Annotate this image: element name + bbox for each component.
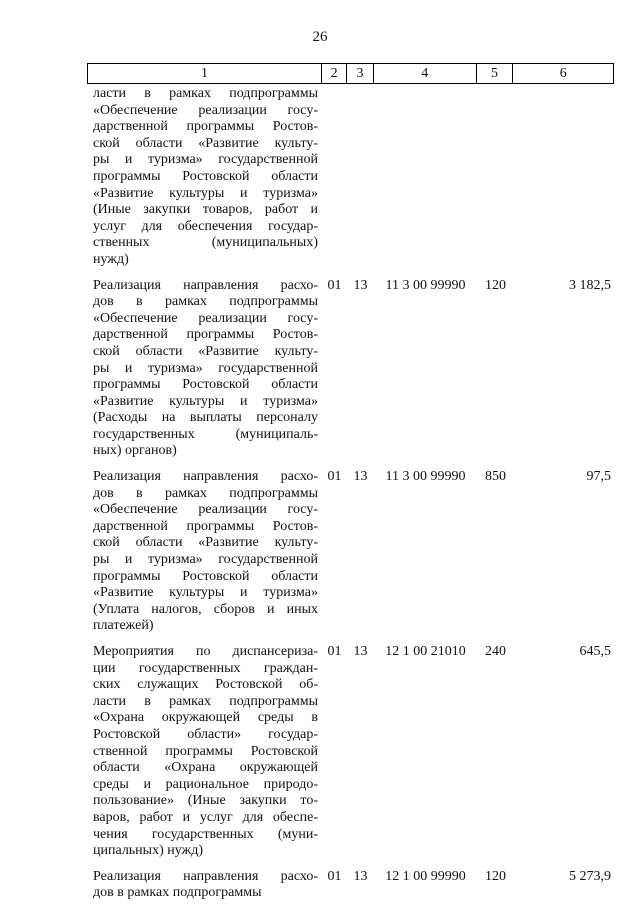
description-line: области «Охрана окружающей: [93, 760, 318, 776]
expense-type-code: 850: [485, 469, 506, 485]
table-row: [87, 644, 614, 860]
description-line: дов в рамках подпрограммы: [93, 294, 318, 310]
expense-type-code: 240: [485, 644, 506, 659]
description-line: Мероприятия по диспансериза-: [93, 644, 318, 659]
amount: 97,5: [586, 469, 611, 485]
description-line: «Обеспечение реализации госу-: [93, 310, 318, 326]
target-article-code: 12 1 00 99990: [385, 868, 466, 884]
description-line: дов в рамках подпрограммы: [93, 485, 318, 501]
description-line: Реализация направления расхо-: [93, 469, 318, 485]
description-line: ской области «Развитие культу-: [93, 535, 318, 551]
expense-type-code: 120: [485, 868, 506, 884]
description-line: нужд): [93, 251, 129, 267]
target-article-code: 11 3 00 99990: [385, 469, 466, 485]
description-line: «Обеспечение реализации госу-: [93, 502, 318, 518]
description-line: ры и туризма» государственной: [93, 360, 318, 376]
description-line: ласти в рамках подпрограммы: [93, 693, 318, 709]
description-line: ласти в рамках подпрограммы: [93, 86, 318, 101]
row-description: [93, 469, 318, 635]
description-line: программы Ростовской области: [93, 377, 318, 393]
description-line: Ростовской области» государ-: [93, 726, 318, 742]
description-line: чения государственных (муни-: [93, 826, 318, 842]
table-row: [87, 86, 614, 269]
subsection-code: 13: [353, 868, 368, 884]
row-description: [93, 278, 318, 461]
budget-table: [87, 63, 614, 902]
description-line: (Иные закупки товаров, работ и: [93, 202, 318, 218]
section-code: 01: [327, 868, 342, 884]
description-line: платежей): [93, 618, 154, 634]
section-code: 01: [327, 644, 342, 659]
description-line: услуг для обеспечения государ-: [93, 218, 318, 234]
header-col-6: 6: [559, 66, 567, 81]
description-line: варов, работ и услуг для обеспе-: [93, 809, 318, 825]
description-line: дов в рамках подпрограммы: [93, 885, 262, 901]
description-line: среды и рациональное природо-: [93, 776, 318, 792]
description-line: ции государственных граждан-: [93, 660, 318, 676]
description-line: пользование» (Иные закупки то-: [93, 793, 318, 809]
description-line: ры и туризма» государственной: [93, 552, 318, 568]
table-row: [87, 869, 614, 902]
amount: 3 182,5: [569, 277, 611, 293]
amount: 5 273,9: [569, 868, 611, 884]
description-line: ственной программы Ростовской: [93, 743, 318, 759]
page-number: 26: [312, 29, 328, 45]
header-col-5: 5: [477, 64, 514, 83]
header-col-4: 4: [374, 64, 477, 83]
description-line: государственных (муниципаль-: [93, 426, 318, 442]
section-code: 01: [327, 469, 342, 485]
description-line: Реализация направления расхо-: [93, 868, 318, 884]
description-line: ры и туризма» государственной: [93, 152, 318, 168]
description-line: ской области «Развитие культу-: [93, 343, 318, 359]
description-line: «Развитие культуры и туризма»: [93, 393, 318, 409]
description-line: «Охрана окружающей среды в: [93, 710, 318, 726]
description-line: дарственной программы Ростов-: [93, 518, 318, 534]
target-article-code: 11 3 00 99990: [385, 277, 466, 293]
row-description: [93, 86, 318, 269]
description-line: ских служащих Ростовской об-: [93, 677, 318, 693]
description-line: Реализация направления расхо-: [93, 277, 318, 293]
description-line: «Развитие культуры и туризма»: [93, 185, 318, 201]
subsection-code: 13: [353, 644, 368, 659]
description-line: (Уплата налогов, сборов и иных: [93, 601, 318, 617]
description-line: дарственной программы Ростов-: [93, 119, 318, 135]
section-code: 01: [327, 277, 342, 293]
table-row: [87, 469, 614, 635]
description-line: «Обеспечение реализации госу-: [93, 102, 318, 118]
description-line: «Развитие культуры и туризма»: [93, 585, 318, 601]
header-col-1: 1: [88, 64, 322, 83]
description-line: дарственной программы Ростов-: [93, 327, 318, 343]
description-line: ных) органов): [93, 443, 177, 459]
row-description: [93, 869, 318, 902]
table-body: [87, 84, 614, 902]
subsection-code: 13: [353, 469, 368, 485]
description-line: ской области «Развитие культу-: [93, 135, 318, 151]
expense-type-code: 120: [485, 277, 506, 293]
description-line: программы Ростовской области: [93, 568, 318, 584]
subsection-code: 13: [353, 277, 368, 293]
description-line: (Расходы на выплаты персоналу: [93, 410, 318, 426]
description-line: ственных (муниципальных): [93, 235, 318, 251]
description-line: программы Ростовской области: [93, 168, 318, 184]
target-article-code: 12 1 00 21010: [385, 644, 466, 659]
table-header: [87, 63, 614, 84]
header-col-2: 2: [322, 64, 347, 83]
amount: 645,5: [579, 644, 611, 659]
description-line: ципальных) нужд): [93, 843, 204, 859]
row-description: [93, 644, 318, 860]
table-row: [87, 278, 614, 461]
header-col-3: 3: [347, 64, 374, 83]
